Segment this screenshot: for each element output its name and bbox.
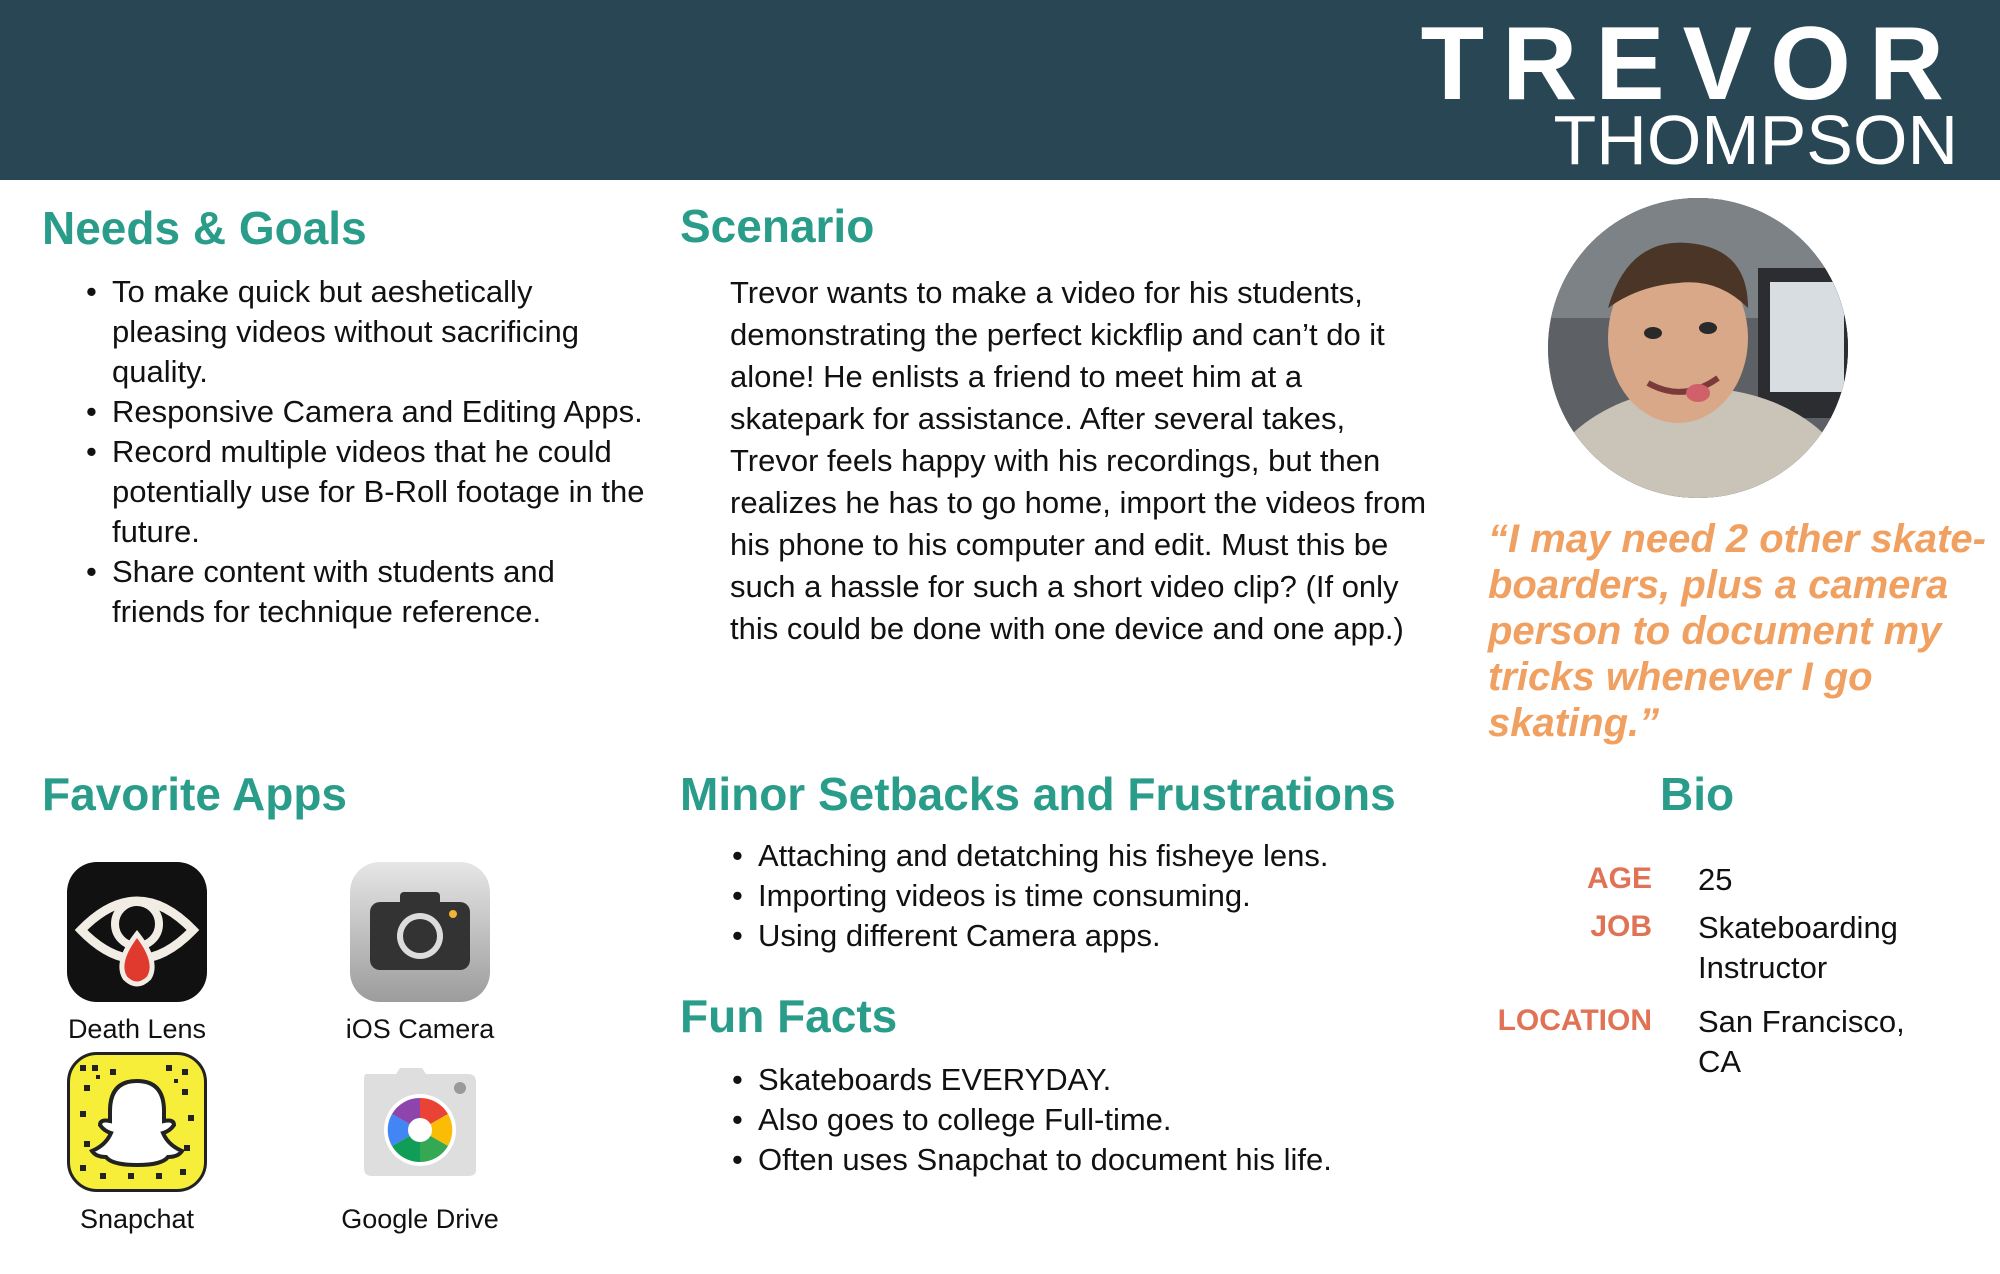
list-item: • Also goes to college Full-time. xyxy=(732,1100,1452,1140)
setbacks-heading: Minor Setbacks and Frustrations xyxy=(680,768,1396,820)
last-name: THOMPSON xyxy=(1553,101,1958,179)
app-label: Snapchat xyxy=(79,1204,195,1234)
app-ios-camera[interactable] xyxy=(290,862,550,1046)
app-snapchat[interactable] xyxy=(7,1052,267,1236)
list-item: • To make quick but aeshetically pleasing videos without sacrificing quality. xyxy=(86,272,646,392)
list-item: • Importing videos is time consuming. xyxy=(732,876,1452,916)
first-name: TREVOR xyxy=(1420,6,1962,122)
app-death-lens[interactable] xyxy=(7,862,267,1046)
needs-goals-heading: Needs & Goals xyxy=(42,202,367,254)
list-item: • Responsive Camera and Editing Apps. xyxy=(86,392,646,432)
snapchat-icon xyxy=(67,1052,207,1192)
header-banner xyxy=(0,0,2000,180)
fun-facts-list xyxy=(732,1060,1452,1180)
avatar-photo-icon xyxy=(1548,198,1848,498)
app-label: Death Lens xyxy=(67,1014,207,1044)
list-item: • Share content with students and friends for technique reference. xyxy=(86,552,646,632)
scenario-text: Trevor wants to make a video for his students, demonstrating the perfect kickflip and can’t do it alone! He enlists a friend to meet him at a skatepark for assistance. After several takes, Trevor feels happy with his recordings, but then realizes he has to go home, import the videos from his phone to his computer and edit. Must this be such a hassle for such a short video clip? (If only this could be done with one device and one app.) xyxy=(730,275,1427,646)
app-label: iOS Camera xyxy=(345,1014,495,1044)
list-item: • Using different Camera apps. xyxy=(732,916,1452,956)
bio-heading: Bio xyxy=(1660,768,1735,820)
favorite-apps-heading: Favorite Apps xyxy=(42,768,348,820)
avatar xyxy=(1548,198,1848,498)
google-drive-icon xyxy=(350,1052,490,1192)
list-item: • Attaching and detatching his fisheye lens. xyxy=(732,836,1452,876)
scenario-heading: Scenario xyxy=(680,200,875,252)
fun-facts-heading: Fun Facts xyxy=(680,990,898,1042)
setbacks-list xyxy=(732,836,1452,956)
list-item: • Skateboards EVERYDAY. xyxy=(732,1060,1452,1100)
job-value: Skateboarding Instructor xyxy=(1698,910,1898,985)
app-label: Google Drive xyxy=(341,1204,499,1234)
camera-icon xyxy=(350,862,490,1002)
list-item: • Record multiple videos that he could potentially use for B-Roll footage in the future. xyxy=(86,432,646,552)
app-google-drive[interactable] xyxy=(290,1052,550,1236)
age-label: AGE xyxy=(1586,862,1652,895)
persona-quote: “I may need 2 other skate-boarders, plus a camera person to document my tricks whenever I go skating.” xyxy=(1488,517,1986,745)
location-value: San Francisco, CA xyxy=(1698,1004,1905,1079)
death-lens-icon xyxy=(67,862,207,1002)
needs-goals-list xyxy=(86,272,646,632)
age-value: 25 xyxy=(1698,862,1733,897)
job-label: JOB xyxy=(1590,910,1652,943)
location-label: LOCATION xyxy=(1497,1004,1652,1037)
list-item: • Often uses Snapchat to document his life. xyxy=(732,1140,1452,1180)
